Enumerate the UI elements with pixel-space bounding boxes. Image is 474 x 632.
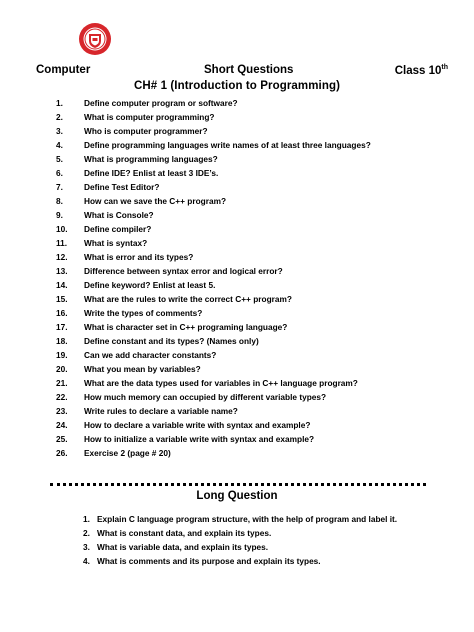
- question-text: How to initialize a variable write with syntax and example?: [84, 434, 315, 444]
- question-text: Define compiler?: [84, 224, 152, 234]
- question-text: What is variable data, and explain its types.: [97, 542, 269, 552]
- question-number: 5.: [56, 154, 63, 164]
- list-item: [83, 554, 443, 568]
- class-text: Class 10: [394, 65, 442, 77]
- question-text: Define keyword? Enlist at least 5.: [84, 280, 216, 290]
- list-item: [56, 334, 456, 348]
- question-number: 12.: [56, 252, 68, 262]
- long-question-title: Long Question: [196, 490, 278, 502]
- list-item: [56, 138, 456, 152]
- list-item: [56, 432, 456, 446]
- class-label: [395, 64, 448, 77]
- question-number: 7.: [56, 182, 63, 192]
- question-text: Define Test Editor?: [84, 182, 160, 192]
- document-header: [36, 64, 448, 80]
- list-item: [56, 96, 456, 110]
- question-number: 17.: [56, 322, 68, 332]
- question-text: What is programming languages?: [84, 154, 218, 164]
- question-text: What is computer programming?: [84, 112, 215, 122]
- list-item: [56, 418, 456, 432]
- question-text: What is constant data, and explain its types.: [97, 528, 272, 538]
- question-number: 13.: [56, 266, 68, 276]
- list-item: [56, 236, 456, 250]
- question-text: Who is computer programmer?: [84, 126, 208, 136]
- question-text: Define constant and its types? (Names only): [84, 336, 259, 346]
- list-item: [56, 390, 456, 404]
- list-item: [56, 250, 456, 264]
- question-number: 3.: [56, 126, 63, 136]
- school-crest-icon: [78, 22, 112, 56]
- list-item: [56, 166, 456, 180]
- question-number: 9.: [56, 210, 63, 220]
- question-text: Explain C language program structure, with the help of program and label it.: [97, 514, 398, 524]
- list-item: [56, 180, 456, 194]
- list-item: [56, 110, 456, 124]
- question-number: 21.: [56, 378, 68, 388]
- list-item: [56, 194, 456, 208]
- list-item: [56, 222, 456, 236]
- question-number: 19.: [56, 350, 68, 360]
- list-item: [56, 376, 456, 390]
- question-type-label: Short Questions: [204, 64, 294, 76]
- question-text: What are the data types used for variables in C++ language program?: [84, 378, 358, 388]
- question-number: 4.: [56, 140, 63, 150]
- question-text: What is character set in C++ programing language?: [84, 322, 288, 332]
- list-item: [56, 446, 456, 460]
- question-number: 24.: [56, 420, 68, 430]
- question-number: 15.: [56, 294, 68, 304]
- long-questions-list: [83, 512, 443, 568]
- chapter-title: CH# 1 (Introduction to Programming): [133, 80, 341, 92]
- question-text: Exercise 2 (page # 20): [84, 448, 171, 458]
- list-item: [56, 152, 456, 166]
- list-item: [83, 512, 443, 526]
- list-item: [56, 124, 456, 138]
- list-item: [56, 320, 456, 334]
- question-number: 2.: [83, 528, 90, 538]
- question-number: 3.: [83, 542, 90, 552]
- list-item: [56, 362, 456, 376]
- question-text: How much memory can occupied by different variable types?: [84, 392, 327, 402]
- question-text: What is comments and its purpose and explain its types.: [97, 556, 321, 566]
- question-text: What you mean by variables?: [84, 364, 201, 374]
- question-number: 18.: [56, 336, 68, 346]
- class-suffix: th: [441, 64, 448, 71]
- question-text: Define computer program or software?: [84, 98, 238, 108]
- question-number: 6.: [56, 168, 63, 178]
- short-questions-list: [56, 96, 456, 460]
- question-number: 8.: [56, 196, 63, 206]
- question-text: What is error and its types?: [84, 252, 194, 262]
- question-text: Define programming languages write names of at least three languages?: [84, 140, 371, 150]
- question-number: 25.: [56, 434, 68, 444]
- question-number: 11.: [56, 238, 68, 248]
- question-text: What is syntax?: [84, 238, 148, 248]
- question-text: How can we save the C++ program?: [84, 196, 227, 206]
- question-number: 20.: [56, 364, 68, 374]
- question-text: How to declare a variable write with syntax and example?: [84, 420, 311, 430]
- list-item: [56, 208, 456, 222]
- question-text: Can we add character constants?: [84, 350, 217, 360]
- question-number: 26.: [56, 448, 68, 458]
- question-number: 14.: [56, 280, 68, 290]
- question-text: Define IDE? Enlist at least 3 IDE’s.: [84, 168, 219, 178]
- list-item: [56, 404, 456, 418]
- list-item: [83, 526, 443, 540]
- question-text: Write rules to declare a variable name?: [84, 406, 238, 416]
- question-number: 4.: [83, 556, 90, 566]
- list-item: [56, 348, 456, 362]
- question-number: 22.: [56, 392, 68, 402]
- question-text: Write the types of comments?: [84, 308, 203, 318]
- question-number: 23.: [56, 406, 68, 416]
- question-number: 1.: [56, 98, 63, 108]
- list-item: [56, 264, 456, 278]
- subject-label: Computer: [36, 64, 91, 76]
- question-text: Difference between syntax error and logical error?: [84, 266, 283, 276]
- list-item: [56, 306, 456, 320]
- list-item: [56, 292, 456, 306]
- question-text: What is Console?: [84, 210, 154, 220]
- list-item: [83, 540, 443, 554]
- question-number: 10.: [56, 224, 68, 234]
- question-text: What are the rules to write the correct C++ program?: [84, 294, 292, 304]
- section-divider: [50, 483, 426, 486]
- question-number: 2.: [56, 112, 63, 122]
- list-item: [56, 278, 456, 292]
- question-number: 1.: [83, 514, 90, 524]
- question-number: 16.: [56, 308, 68, 318]
